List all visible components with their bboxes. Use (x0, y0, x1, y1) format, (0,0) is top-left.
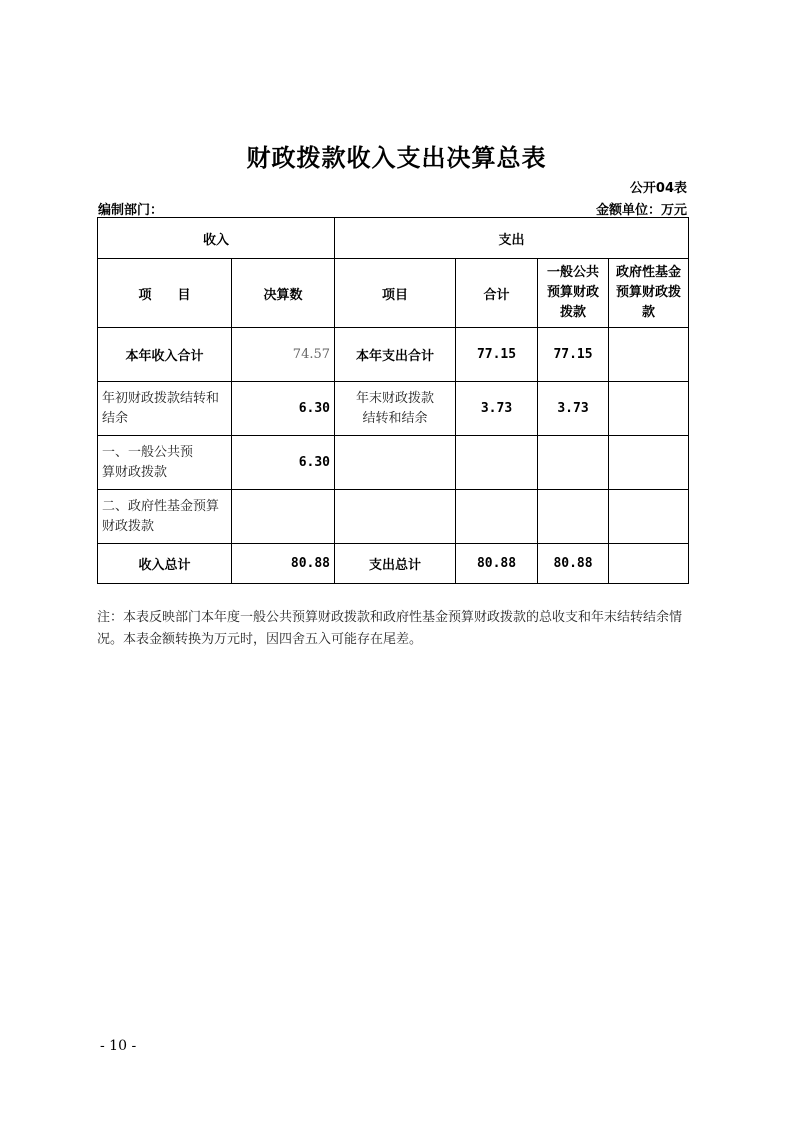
col-general-budget: 一般公共预算财政拨款 (538, 259, 609, 328)
table-row (98, 328, 689, 382)
fiscal-summary-table (97, 217, 689, 584)
income-value (232, 490, 335, 544)
expense-general: 3.73 (538, 382, 609, 436)
department-label: 编制部门： (98, 203, 164, 218)
expense-item (335, 436, 456, 490)
table-row (98, 544, 689, 584)
expense-item: 年末财政拨款结转和结余 (335, 382, 456, 436)
expense-fund (609, 328, 689, 382)
income-item: 年初财政拨款结转和结余 (98, 382, 232, 436)
unit-label: 金额单位：万元 (595, 203, 687, 218)
expense-general: 77.15 (538, 328, 609, 382)
expense-total: 77.15 (456, 328, 538, 382)
income-value: 6.30 (232, 436, 335, 490)
income-item: 收入总计 (98, 544, 232, 584)
form-number: 公开04表 (629, 181, 687, 196)
col-income-item: 项 目 (98, 259, 232, 328)
page-number: - 10 - (100, 1038, 137, 1054)
expense-general (538, 490, 609, 544)
expense-item: 支出总计 (335, 544, 456, 584)
expense-item (335, 490, 456, 544)
expense-item: 本年支出合计 (335, 328, 456, 382)
income-value: 6.30 (232, 382, 335, 436)
income-value: 80.88 (232, 544, 335, 584)
table-row (98, 436, 689, 490)
col-fund-budget: 政府性基金预算财政拨款 (609, 259, 689, 328)
income-item: 二、政府性基金预算财政拨款 (98, 490, 232, 544)
expense-general (538, 436, 609, 490)
col-total: 合计 (456, 259, 538, 328)
col-expense-item: 项目 (335, 259, 456, 328)
table-row (98, 382, 689, 436)
income-item: 一、一般公共预算财政拨款 (98, 436, 232, 490)
expense-fund (609, 382, 689, 436)
table-row (98, 490, 689, 544)
expense-total: 80.88 (456, 544, 538, 584)
income-header: 收入 (98, 218, 335, 259)
table-note: 注：本表反映部门本年度一般公共预算财政拨款和政府性基金预算财政拨款的总收支和年末结转结余情况。本表金额转换为万元时，因四舍五入可能存在尾差。 (97, 610, 683, 647)
income-item: 本年收入合计 (98, 328, 232, 382)
expense-fund (609, 436, 689, 490)
expense-fund (609, 544, 689, 584)
page-title: 财政拨款收入支出决算总表 (246, 143, 547, 172)
income-value: 74.57 (232, 328, 335, 382)
expense-total: 3.73 (456, 382, 538, 436)
expense-fund (609, 490, 689, 544)
expense-general: 80.88 (538, 544, 609, 584)
col-final-amount: 决算数 (232, 259, 335, 328)
expense-total (456, 436, 538, 490)
expense-header: 支出 (335, 218, 689, 259)
expense-total (456, 490, 538, 544)
